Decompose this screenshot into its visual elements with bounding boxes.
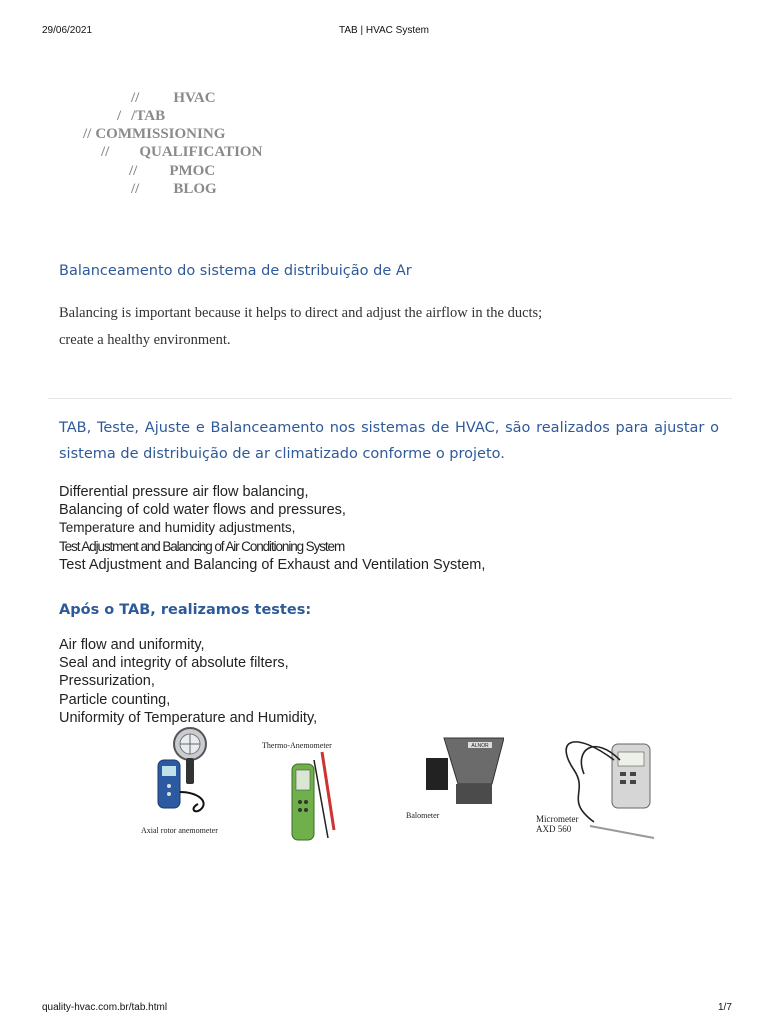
list-item: Seal and integrity of absolute filters, <box>59 655 289 672</box>
nav-sep: / <box>117 108 122 124</box>
micrometer-model: AXD 560 <box>536 824 572 834</box>
nav-sep: // <box>131 90 140 106</box>
list-item: Uniformity of Temperature and Humidity, <box>59 709 318 726</box>
tab-services-list <box>59 483 485 574</box>
nav-label: HVAC <box>173 90 216 106</box>
thermo-anemometer-caption: Thermo-Anemometer <box>262 741 332 750</box>
nav-sep: // <box>129 163 138 179</box>
list-item: Particle counting, <box>59 691 171 708</box>
section-heading-balanceamento: Balanceamento do sistema de distribuição de Ar <box>59 263 412 279</box>
list-item: Differential pressure air flow balancing, <box>59 484 309 500</box>
paragraph-line: create a healthy environment. <box>59 332 231 348</box>
print-title: TAB | HVAC System <box>338 25 430 36</box>
list-item: Test Adjustment and Balancing of Air Conditioning System <box>59 538 345 554</box>
list-item: Balancing of cold water flows and pressures, <box>59 502 346 519</box>
thermo-anemometer-icon <box>262 750 362 842</box>
footer-url[interactable]: quality-hvac.com.br/tab.html <box>42 1002 168 1013</box>
nav-label: QUALIFICATION <box>139 144 263 160</box>
section-heading-tests: Após o TAB, realizamos testes: <box>59 602 312 618</box>
list-item: Pressurization, <box>59 673 155 690</box>
divider <box>48 398 732 399</box>
nav-item-blog[interactable] <box>116 164 217 215</box>
tests-list <box>59 636 317 727</box>
balometer-brand: ALNOR <box>471 743 489 749</box>
micrometer-image <box>534 730 658 846</box>
balometer-icon <box>404 736 504 806</box>
axial-anemometer-caption: Axial rotor anemometer <box>141 826 218 835</box>
thermo-anemometer-image <box>262 738 362 842</box>
print-date: 29/06/2021 <box>42 25 93 36</box>
axial-anemometer-image <box>138 722 238 840</box>
nav-sep: // <box>83 126 92 142</box>
nav-label: /TAB <box>131 108 166 124</box>
nav-label: PMOC <box>169 163 216 179</box>
balometer-image <box>404 736 504 826</box>
section-heading-tab-line1: TAB, Teste, Ajuste e Balanceamento nos sistemas de HVAC, são realizados para ajustar o <box>59 420 719 436</box>
section-heading-tab-line2: sistema de distribuição de ar climatizado conforme o projeto. <box>59 446 505 462</box>
list-item: Test Adjustment and Balancing of Exhaust and Ventilation System, <box>59 556 486 573</box>
nav-label: BLOG <box>173 181 217 197</box>
axial-anemometer-icon <box>138 722 238 832</box>
micrometer-caption: Micrometer <box>536 814 579 824</box>
balometer-caption: Balometer <box>406 811 440 820</box>
footer-page-number: 1/7 <box>718 1002 732 1013</box>
list-item: Temperature and humidity adjustments, <box>59 520 296 536</box>
nav-label: COMMISSIONING <box>95 126 226 142</box>
paragraph-line: Balancing is important because it helps to direct and adjust the airflow in the ducts; <box>59 305 543 321</box>
list-item: Air flow and uniformity, <box>59 637 205 653</box>
nav-sep: // <box>131 181 140 197</box>
nav-sep: // <box>101 144 110 160</box>
